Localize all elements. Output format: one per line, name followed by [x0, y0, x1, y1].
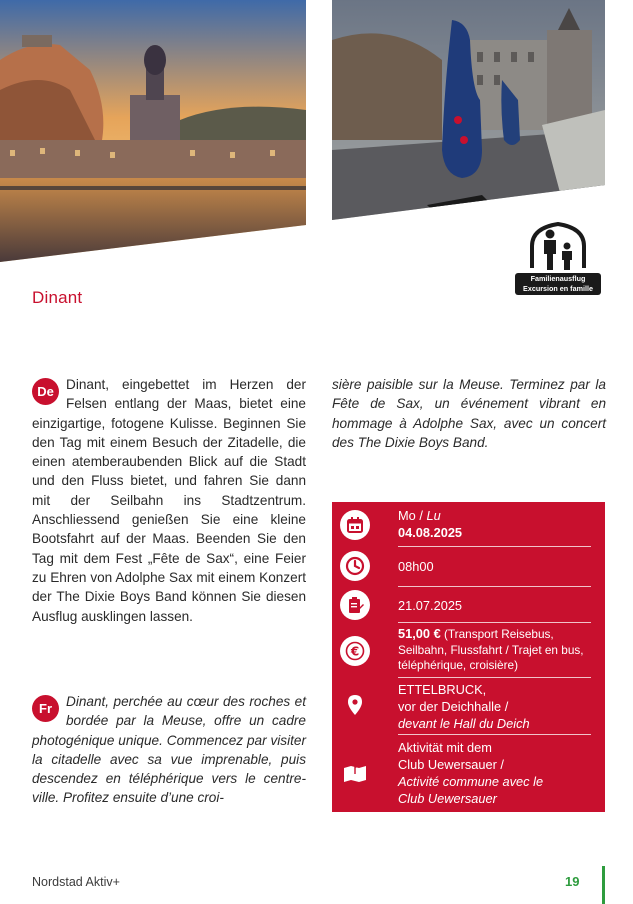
date-day-de: Mo — [398, 508, 416, 523]
price-value: 51,00 € — [398, 626, 441, 641]
map-flag-icon — [340, 757, 370, 787]
calendar-icon — [340, 510, 370, 540]
family-excursion-badge — [512, 220, 604, 298]
info-row-activity — [332, 735, 605, 812]
footer-brand: Nordstad Aktiv+ — [32, 875, 120, 889]
badge-line-fr: Excursion en famille — [523, 283, 593, 293]
activity-de-line1: Aktivität mit dem — [398, 740, 492, 755]
lang-badge-de: De — [32, 378, 59, 405]
activity-fr-line1: Activité commune avec le — [398, 774, 544, 789]
german-text: Dinant, eingebettet im Herzen der Felsen entlang der Maas, bietet eine einzigartige, fotogene Kulisse. Beginnen Sie den Tag mit einem Besuch der Zitadelle, die einen atemberaubenden Blick auf die Stadt und den Fluss bietet, und fahren Sie dann mit der Seilbahn ins Stadtzentrum. Anschliessend genießen Sie eine kleine Bootsfahrt auf der Maas. Beenden Sie den Tag mit dem Fest „Fête de Sax“, eine Feier zu Ehren von Adolphe Sax mit einem Konzert der The Dixie Boys Band können Sie diesen Ausflug ausklingen lassen. — [32, 377, 306, 624]
meeting-text — [398, 681, 599, 732]
meeting-de: vor der Deichhalle / — [398, 699, 509, 714]
page-number: 19 — [565, 874, 580, 889]
price-text — [398, 626, 599, 674]
dinant-citadel-photo — [0, 0, 306, 262]
french-text-part1: Dinant, perchée au cœur des roches et bordée par la Meuse, offre un cadre photogénique unique. Commencez par visiter la citadelle avec sa vue imprenable, puis descendez en téléphérique vers le centre-ville. Profitez ensuite d’une croi- — [32, 694, 306, 806]
date-text — [398, 507, 599, 541]
euro-icon — [340, 636, 370, 666]
clipboard-pen-icon — [340, 590, 370, 620]
date-separator: / — [415, 508, 427, 523]
info-row-price — [332, 623, 605, 677]
meeting-city: ETTELBRUCK, — [398, 682, 487, 697]
activity-fr-line2: Club Uewersauer — [398, 791, 497, 806]
activity-text — [398, 739, 599, 807]
svg-text:€: € — [350, 644, 360, 659]
german-description — [32, 375, 306, 626]
badge-line-de: Familienausflug — [530, 274, 586, 283]
family-icon — [512, 220, 604, 280]
saxophone-statue-photo — [332, 0, 605, 220]
lang-badge-fr: Fr — [32, 695, 59, 722]
clock-icon — [340, 551, 370, 581]
info-row-deadline — [332, 587, 605, 622]
info-row-meeting-point — [332, 678, 605, 734]
page-title: Dinant — [32, 288, 83, 307]
price-note: (Transport Reisebus, Seilbahn, Flussfahrt / Trajet en bus, téléphérique, croisière) — [398, 627, 584, 672]
info-box — [332, 502, 605, 812]
date-value: 04.08.2025 — [398, 525, 463, 540]
activity-de-line2: Club Uewersauer / — [398, 757, 504, 772]
info-row-time — [332, 547, 605, 585]
french-description-continued — [332, 375, 606, 452]
french-description — [32, 692, 306, 808]
time-value: 08h00 — [398, 559, 434, 574]
footer-accent-bar — [602, 866, 605, 904]
info-row-date — [332, 502, 605, 546]
meeting-fr: devant le Hall du Deich — [398, 716, 530, 731]
location-pin-icon — [340, 690, 370, 720]
date-day-fr: Lu — [426, 508, 441, 523]
french-text-part2: sière paisible sur la Meuse. Terminez par la Fête de Sax, un événement vibrant en hommage à Adolphe Sax, avec un concert des The Dixie Boys Band. — [332, 377, 606, 450]
badge-label — [515, 273, 601, 295]
deadline-value: 21.07.2025 — [398, 598, 463, 613]
